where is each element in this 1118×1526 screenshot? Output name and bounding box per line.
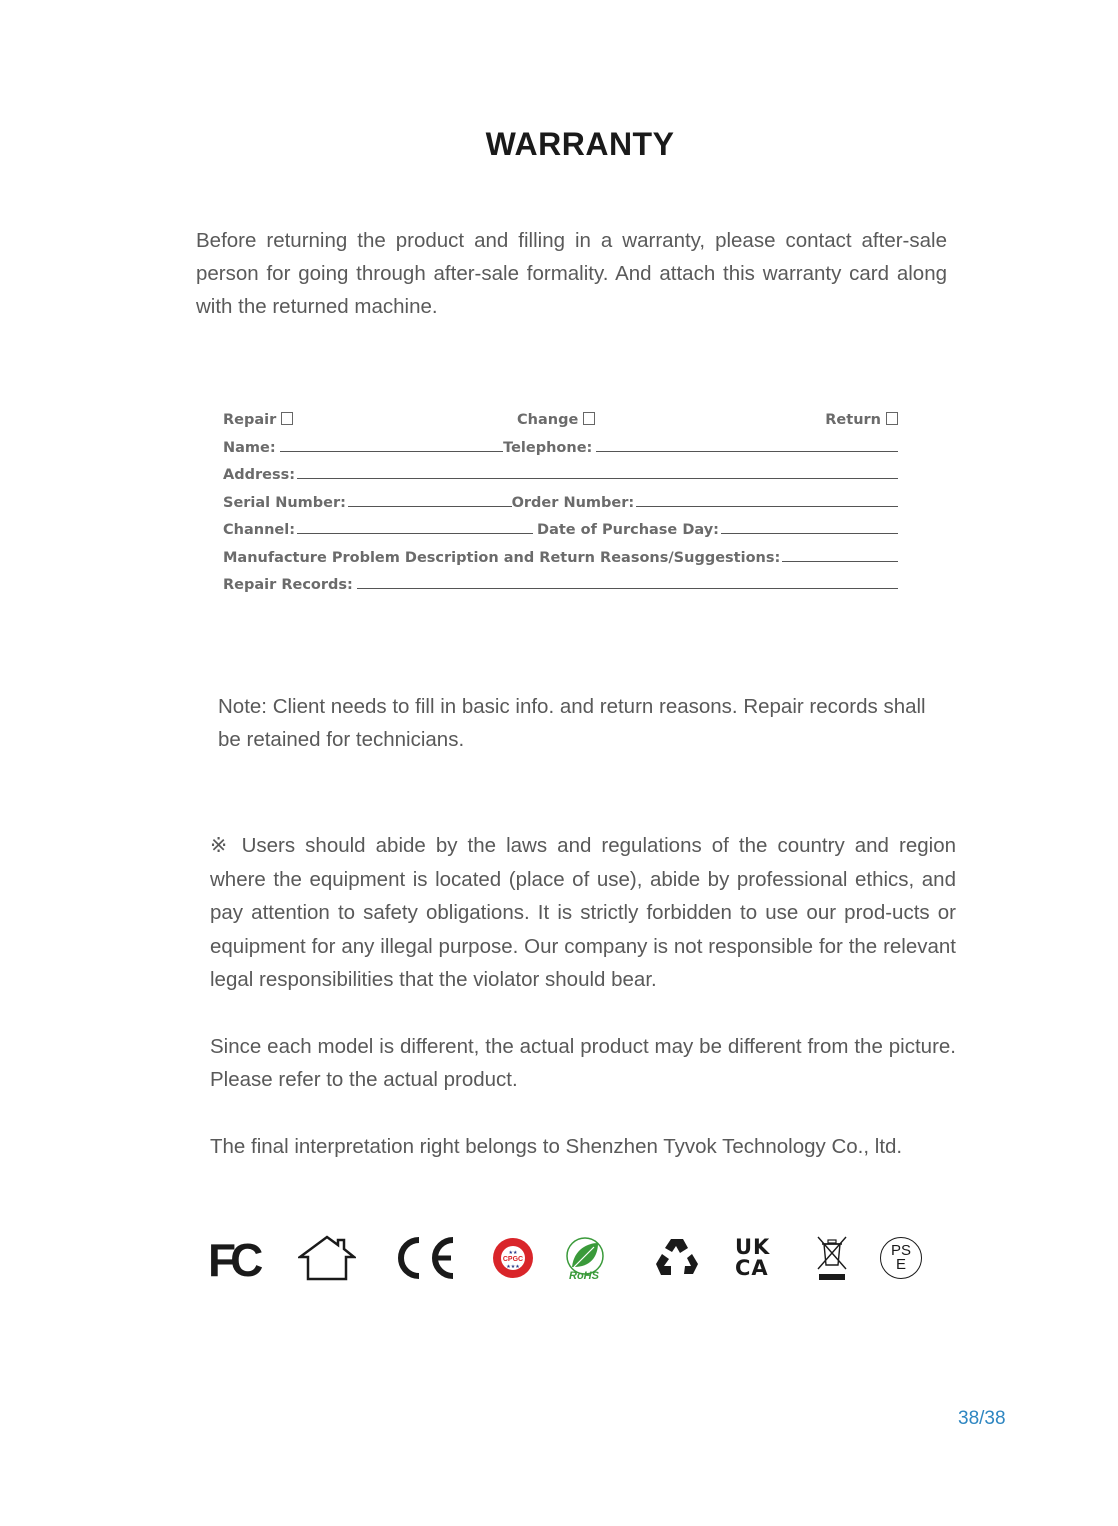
warranty-form (223, 404, 898, 593)
page-title: WARRANTY (485, 126, 675, 162)
legal-section (210, 829, 956, 1196)
legal-paragraph: Since each model is different, the actual product may be different from the picture. Please refer to the actual product. (210, 1034, 956, 1091)
repair-records-field[interactable] (357, 588, 898, 589)
svg-text:★★★: ★★★ (506, 1264, 520, 1270)
service-type-row (223, 404, 898, 428)
telephone-field[interactable] (596, 451, 898, 452)
pse-icon (878, 1234, 924, 1282)
address-field[interactable] (297, 478, 898, 479)
order-number-field[interactable] (636, 506, 898, 507)
indoor-use-icon (298, 1234, 356, 1282)
ukca-text: UKCA (735, 1235, 771, 1280)
option-change[interactable]: Change (517, 412, 595, 428)
intro-paragraph: Before returning the product and filling in a warranty, please contact after-sale person for going through after-sale formality. And attach this warranty card along with the returned machine. (196, 229, 947, 318)
checkbox-repair[interactable] (281, 412, 293, 425)
ce-icon (393, 1234, 457, 1282)
recycle-icon (654, 1234, 700, 1282)
serial-number-label: Serial Number: (223, 494, 346, 511)
pse-text: PSE (890, 1242, 911, 1273)
legal-paragraph: The final interpretation right belongs to Shenzhen Tyvok Technology Co., ltd. (210, 1134, 903, 1158)
name-label: Name: (223, 439, 276, 456)
legal-paragraph: ※ Users should abide by the laws and regulations of the country and region where the equipment is located (place of use), abide by professional ethics, and pay attention to safety obligations. It is strictly forbidden to use our prod-ucts or equipment for any illegal purpose. Our company is not responsible for the relevant legal responsibilities that the violator should bear. (210, 834, 956, 991)
problem-description-label: Manufacture Problem Description and Return Reasons/Suggestions: (223, 549, 781, 566)
name-field[interactable] (280, 451, 503, 452)
row-serial-order (223, 483, 898, 511)
date-of-purchase-label: Date of Purchase Day: (537, 522, 719, 538)
row-repair-records (223, 566, 898, 594)
row-address (223, 456, 898, 484)
cpgc-icon (490, 1234, 536, 1282)
certification-icons (0, 1234, 1118, 1284)
option-return[interactable]: Return (825, 412, 898, 428)
cpgc-text: CPGC (502, 1256, 524, 1263)
row-channel-date (223, 511, 898, 539)
svg-text:★★: ★★ (508, 1250, 518, 1256)
checkbox-return[interactable] (886, 412, 898, 425)
row-name-telephone (223, 428, 898, 456)
problem-description-field[interactable] (782, 561, 898, 562)
channel-field[interactable] (297, 533, 533, 534)
weee-icon (816, 1234, 848, 1282)
fcc-icon (208, 1234, 270, 1282)
address-label: Address: (223, 467, 296, 483)
row-problem (223, 538, 898, 566)
serial-number-field[interactable] (348, 506, 512, 507)
page-number: 38/38 (958, 1408, 1006, 1429)
date-of-purchase-field[interactable] (721, 533, 898, 534)
telephone-label: Telephone: (503, 439, 593, 456)
note-paragraph: Note: Client needs to fill in basic info. and return reasons. Repair records shall be retained for technicians. (218, 695, 926, 751)
checkbox-change[interactable] (583, 412, 595, 425)
pse-circle (880, 1237, 922, 1279)
repair-records-label: Repair Records: (223, 577, 353, 593)
option-repair[interactable]: Repair (223, 412, 293, 428)
channel-label: Channel: (223, 522, 295, 538)
rohs-icon (562, 1234, 608, 1282)
rohs-text: RoHS (569, 1270, 599, 1281)
ukca-icon (734, 1234, 780, 1282)
fcc-text: FC (208, 1236, 258, 1280)
order-number-label: Order Number: (511, 494, 635, 511)
